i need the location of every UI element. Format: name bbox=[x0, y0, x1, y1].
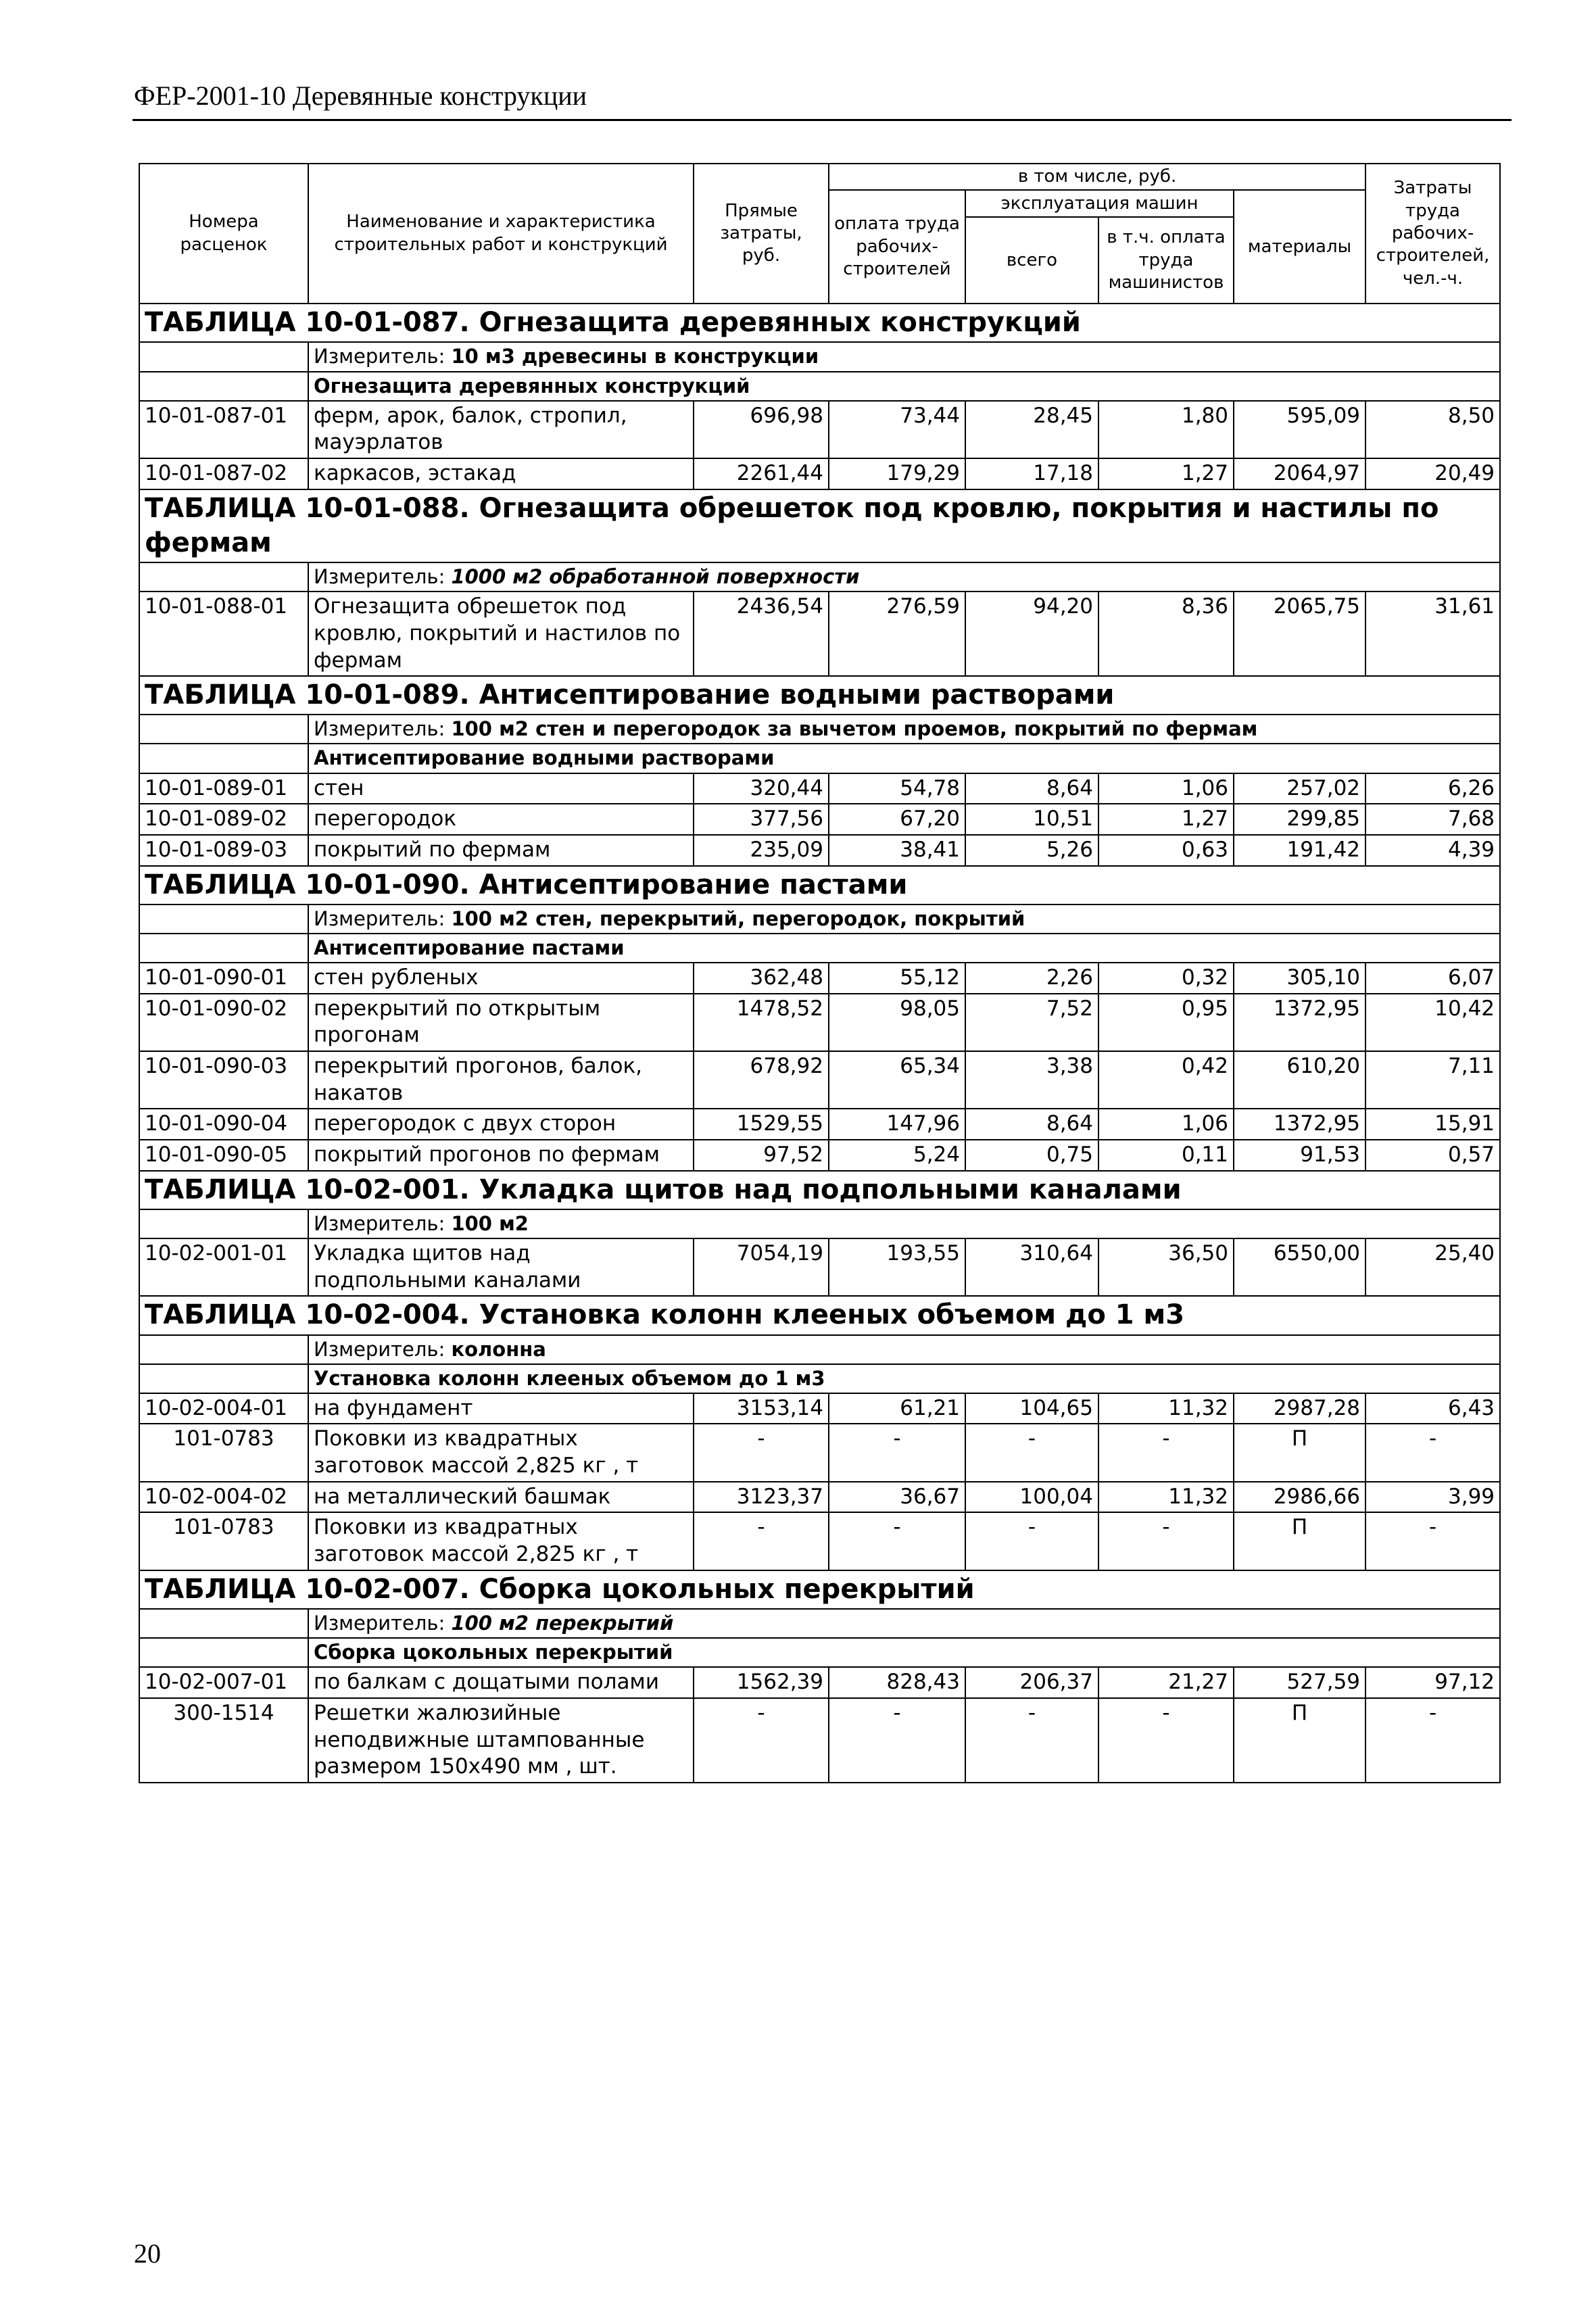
rate-code: 10-01-088-01 bbox=[139, 592, 308, 676]
subheader-blank bbox=[139, 744, 308, 773]
machines-total: - bbox=[965, 1512, 1098, 1570]
work-name: покрытий прогонов по фермам bbox=[308, 1140, 694, 1171]
machines-total: 7,52 bbox=[965, 994, 1098, 1051]
machines-total: 8,64 bbox=[965, 773, 1098, 804]
measure-row bbox=[139, 904, 1500, 934]
machines-wages: 0,63 bbox=[1098, 835, 1234, 866]
machines-wages: 11,32 bbox=[1098, 1482, 1234, 1513]
machines-wages: - bbox=[1098, 1512, 1234, 1570]
machines-wages: 0,32 bbox=[1098, 963, 1234, 994]
machines-wages: 21,27 bbox=[1098, 1667, 1234, 1698]
rate-code: 10-01-089-01 bbox=[139, 773, 308, 804]
measure-row bbox=[139, 715, 1500, 744]
materials: 257,02 bbox=[1234, 773, 1365, 804]
wages: 73,44 bbox=[829, 401, 965, 458]
measure-value: 100 м2 перекрытий bbox=[451, 1611, 674, 1635]
section-title: ТАБЛИЦА 10-02-004. Установка колонн клееных объемом до 1 м3 bbox=[139, 1296, 1500, 1334]
rate-code: 10-01-090-05 bbox=[139, 1140, 308, 1171]
machines-total: 206,37 bbox=[965, 1667, 1098, 1698]
machines-wages: 1,27 bbox=[1098, 458, 1234, 489]
machines-total: 94,20 bbox=[965, 592, 1098, 676]
measure-label: Измеритель: bbox=[314, 1611, 452, 1635]
measure-text bbox=[308, 1209, 1500, 1238]
col-header-machines-total: всего bbox=[965, 217, 1098, 304]
work-name: перегородок bbox=[308, 804, 694, 835]
wages: 828,43 bbox=[829, 1667, 965, 1698]
col-header-code: Номера расценок bbox=[139, 164, 308, 304]
wages: 67,20 bbox=[829, 804, 965, 835]
machines-wages: 36,50 bbox=[1098, 1238, 1234, 1296]
wages: - bbox=[829, 1698, 965, 1783]
labor: 7,68 bbox=[1365, 804, 1500, 835]
labor: 7,11 bbox=[1365, 1051, 1500, 1109]
work-name: Укладка щитов над подпольными каналами bbox=[308, 1238, 694, 1296]
work-name: на фундамент bbox=[308, 1393, 694, 1424]
work-name: покрытий по фермам bbox=[308, 835, 694, 866]
materials: 2987,28 bbox=[1234, 1393, 1365, 1424]
section-title-row bbox=[139, 676, 1500, 715]
direct-cost: 235,09 bbox=[694, 835, 829, 866]
section-title: ТАБЛИЦА 10-02-001. Укладка щитов над подпольными каналами bbox=[139, 1171, 1500, 1209]
machines-total: 5,26 bbox=[965, 835, 1098, 866]
wages: - bbox=[829, 1512, 965, 1570]
labor: - bbox=[1365, 1698, 1500, 1783]
direct-cost: - bbox=[694, 1424, 829, 1481]
rates-table bbox=[139, 163, 1501, 1783]
machines-total: 100,04 bbox=[965, 1482, 1098, 1513]
subheader-row bbox=[139, 744, 1500, 773]
work-name: Поковки из квадратных заготовок массой 2,825 кг , т bbox=[308, 1512, 694, 1570]
table-row bbox=[139, 458, 1500, 489]
measure-value: 10 м3 древесины в конструкции bbox=[451, 345, 819, 368]
labor: 97,12 bbox=[1365, 1667, 1500, 1698]
machines-total: 8,64 bbox=[965, 1109, 1098, 1140]
measure-text bbox=[308, 1609, 1500, 1638]
labor: 0,57 bbox=[1365, 1140, 1500, 1171]
rate-code: 10-02-004-02 bbox=[139, 1482, 308, 1513]
work-name: Огнезащита обрешеток под кровлю, покрытий и настилов по фермам bbox=[308, 592, 694, 676]
materials: П bbox=[1234, 1512, 1365, 1570]
rate-code: 10-01-090-03 bbox=[139, 1051, 308, 1109]
wages: 276,59 bbox=[829, 592, 965, 676]
measure-text bbox=[308, 562, 1500, 592]
wages: 38,41 bbox=[829, 835, 965, 866]
table-row bbox=[139, 835, 1500, 866]
table-row bbox=[139, 804, 1500, 835]
direct-cost: - bbox=[694, 1698, 829, 1783]
col-header-direct: Прямые затраты, руб. bbox=[694, 164, 829, 304]
measure-row bbox=[139, 562, 1500, 592]
rate-code: 10-01-090-02 bbox=[139, 994, 308, 1051]
table-row bbox=[139, 401, 1500, 458]
table-row bbox=[139, 1698, 1500, 1783]
table-row bbox=[139, 773, 1500, 804]
machines-wages: 1,06 bbox=[1098, 1109, 1234, 1140]
materials: 91,53 bbox=[1234, 1140, 1365, 1171]
measure-value: 100 м2 bbox=[451, 1211, 529, 1235]
machines-wages: 1,27 bbox=[1098, 804, 1234, 835]
subheader-text: Установка колонн клееных объемом до 1 м3 bbox=[308, 1364, 1500, 1393]
machines-total: 17,18 bbox=[965, 458, 1098, 489]
direct-cost: 320,44 bbox=[694, 773, 829, 804]
measure-label: Измеритель: bbox=[314, 345, 452, 368]
subheader-text: Огнезащита деревянных конструкций bbox=[308, 372, 1500, 401]
table-row bbox=[139, 1051, 1500, 1109]
page-number: 20 bbox=[134, 2238, 161, 2269]
wages: 65,34 bbox=[829, 1051, 965, 1109]
materials: 1372,95 bbox=[1234, 994, 1365, 1051]
labor: 8,50 bbox=[1365, 401, 1500, 458]
direct-cost: 2261,44 bbox=[694, 458, 829, 489]
materials: 299,85 bbox=[1234, 804, 1365, 835]
labor: 6,43 bbox=[1365, 1393, 1500, 1424]
measure-text bbox=[308, 1335, 1500, 1364]
machines-wages: 0,42 bbox=[1098, 1051, 1234, 1109]
labor: 6,07 bbox=[1365, 963, 1500, 994]
col-header-materials: материалы bbox=[1234, 190, 1365, 304]
direct-cost: 2436,54 bbox=[694, 592, 829, 676]
direct-cost: 7054,19 bbox=[694, 1238, 829, 1296]
rate-code: 10-02-001-01 bbox=[139, 1238, 308, 1296]
labor: 31,61 bbox=[1365, 592, 1500, 676]
materials: 527,59 bbox=[1234, 1667, 1365, 1698]
measure-value: колонна bbox=[451, 1337, 546, 1361]
machines-total: 3,38 bbox=[965, 1051, 1098, 1109]
materials: 610,20 bbox=[1234, 1051, 1365, 1109]
materials: 1372,95 bbox=[1234, 1109, 1365, 1140]
labor: 15,91 bbox=[1365, 1109, 1500, 1140]
measure-label: Измеритель: bbox=[314, 1211, 452, 1235]
section-title: ТАБЛИЦА 10-01-090. Антисептирование пастами bbox=[139, 866, 1500, 904]
direct-cost: 1478,52 bbox=[694, 994, 829, 1051]
materials: П bbox=[1234, 1698, 1365, 1783]
measure-blank bbox=[139, 1209, 308, 1238]
direct-cost: 362,48 bbox=[694, 963, 829, 994]
machines-total: 0,75 bbox=[965, 1140, 1098, 1171]
measure-label: Измеритель: bbox=[314, 717, 452, 741]
materials: 595,09 bbox=[1234, 401, 1365, 458]
subheader-text: Антисептирование пастами bbox=[308, 934, 1500, 963]
table-row bbox=[139, 1140, 1500, 1171]
labor: - bbox=[1365, 1512, 1500, 1570]
measure-value: 1000 м2 обработанной поверхности bbox=[451, 565, 860, 589]
machines-total: 310,64 bbox=[965, 1238, 1098, 1296]
section-title-row bbox=[139, 489, 1500, 562]
measure-blank bbox=[139, 562, 308, 592]
machines-total: 28,45 bbox=[965, 401, 1098, 458]
measure-blank bbox=[139, 342, 308, 371]
rate-code: 10-01-087-02 bbox=[139, 458, 308, 489]
work-name: Решетки жалюзийные неподвижные штампованные размером 150х490 мм , шт. bbox=[308, 1698, 694, 1783]
measure-blank bbox=[139, 1609, 308, 1638]
subheader-blank bbox=[139, 934, 308, 963]
machines-wages: 11,32 bbox=[1098, 1393, 1234, 1424]
measure-text bbox=[308, 342, 1500, 371]
materials: 2986,66 bbox=[1234, 1482, 1365, 1513]
table-row bbox=[139, 592, 1500, 676]
rate-code: 10-01-090-01 bbox=[139, 963, 308, 994]
col-header-wages: оплата труда рабочих-строителей bbox=[829, 190, 965, 304]
labor: 3,99 bbox=[1365, 1482, 1500, 1513]
section-title-row bbox=[139, 1171, 1500, 1209]
col-header-machines: эксплуатация машин bbox=[965, 190, 1234, 217]
labor: 10,42 bbox=[1365, 994, 1500, 1051]
measure-blank bbox=[139, 1335, 308, 1364]
wages: 5,24 bbox=[829, 1140, 965, 1171]
labor: - bbox=[1365, 1424, 1500, 1481]
machines-total: 2,26 bbox=[965, 963, 1098, 994]
subheader-row bbox=[139, 1638, 1500, 1667]
wages: - bbox=[829, 1424, 965, 1481]
subheader-row bbox=[139, 934, 1500, 963]
subheader-row bbox=[139, 1364, 1500, 1393]
direct-cost: 377,56 bbox=[694, 804, 829, 835]
machines-wages: 0,11 bbox=[1098, 1140, 1234, 1171]
work-name: Поковки из квадратных заготовок массой 2,825 кг , т bbox=[308, 1424, 694, 1481]
wages: 54,78 bbox=[829, 773, 965, 804]
machines-wages: 0,95 bbox=[1098, 994, 1234, 1051]
rate-code: 10-01-089-02 bbox=[139, 804, 308, 835]
measure-row bbox=[139, 342, 1500, 371]
machines-wages: 8,36 bbox=[1098, 592, 1234, 676]
rate-code: 10-01-089-03 bbox=[139, 835, 308, 866]
rate-code: 10-02-007-01 bbox=[139, 1667, 308, 1698]
col-header-machines-wages: в т.ч. оплата труда машинистов bbox=[1098, 217, 1234, 304]
wages: 36,67 bbox=[829, 1482, 965, 1513]
table-row bbox=[139, 1238, 1500, 1296]
labor: 6,26 bbox=[1365, 773, 1500, 804]
table-body bbox=[139, 164, 1500, 1783]
machines-wages: - bbox=[1098, 1698, 1234, 1783]
section-title: ТАБЛИЦА 10-01-089. Антисептирование водными растворами bbox=[139, 676, 1500, 715]
materials: 305,10 bbox=[1234, 963, 1365, 994]
materials: 2065,75 bbox=[1234, 592, 1365, 676]
measure-value: 100 м2 стен, перекрытий, перегородок, покрытий bbox=[451, 907, 1025, 930]
wages: 193,55 bbox=[829, 1238, 965, 1296]
labor: 25,40 bbox=[1365, 1238, 1500, 1296]
subheader-text: Антисептирование водными растворами bbox=[308, 744, 1500, 773]
section-title: ТАБЛИЦА 10-02-007. Сборка цокольных перекрытий bbox=[139, 1570, 1500, 1609]
work-name: ферм, арок, балок, стропил, мауэрлатов bbox=[308, 401, 694, 458]
materials: 191,42 bbox=[1234, 835, 1365, 866]
direct-cost: 1529,55 bbox=[694, 1109, 829, 1140]
measure-blank bbox=[139, 715, 308, 744]
measure-label: Измеритель: bbox=[314, 907, 452, 930]
col-header-name: Наименование и характеристика строительных работ и конструкций bbox=[308, 164, 694, 304]
work-name: стен рубленых bbox=[308, 963, 694, 994]
wages: 55,12 bbox=[829, 963, 965, 994]
work-name: перегородок с двух сторон bbox=[308, 1109, 694, 1140]
machines-total: 10,51 bbox=[965, 804, 1098, 835]
section-title: ТАБЛИЦА 10-01-087. Огнезащита деревянных конструкций bbox=[139, 304, 1500, 342]
measure-row bbox=[139, 1209, 1500, 1238]
table-row bbox=[139, 1393, 1500, 1424]
work-name: каркасов, эстакад bbox=[308, 458, 694, 489]
rate-code: 10-01-087-01 bbox=[139, 401, 308, 458]
section-title-row bbox=[139, 1570, 1500, 1609]
materials: 6550,00 bbox=[1234, 1238, 1365, 1296]
table-row bbox=[139, 1109, 1500, 1140]
wages: 147,96 bbox=[829, 1109, 965, 1140]
table-row bbox=[139, 963, 1500, 994]
labor: 4,39 bbox=[1365, 835, 1500, 866]
measure-row bbox=[139, 1335, 1500, 1364]
measure-row bbox=[139, 1609, 1500, 1638]
direct-cost: 97,52 bbox=[694, 1140, 829, 1171]
section-title-row bbox=[139, 1296, 1500, 1334]
rate-code: 10-01-090-04 bbox=[139, 1109, 308, 1140]
section-title-row bbox=[139, 304, 1500, 342]
labor: 20,49 bbox=[1365, 458, 1500, 489]
table-row bbox=[139, 1667, 1500, 1698]
machines-wages: 1,80 bbox=[1098, 401, 1234, 458]
section-title: ТАБЛИЦА 10-01-088. Огнезащита обрешеток под кровлю, покрытия и настилы по фермам bbox=[139, 489, 1500, 562]
machines-total: 104,65 bbox=[965, 1393, 1098, 1424]
header-rule bbox=[132, 119, 1512, 121]
work-name: перекрытий прогонов, балок, накатов bbox=[308, 1051, 694, 1109]
table-row bbox=[139, 994, 1500, 1051]
work-name: на металлический башмак bbox=[308, 1482, 694, 1513]
table-row bbox=[139, 1512, 1500, 1570]
subheader-blank bbox=[139, 1638, 308, 1667]
materials: П bbox=[1234, 1424, 1365, 1481]
materials: 2064,97 bbox=[1234, 458, 1365, 489]
work-name: перекрытий по открытым прогонам bbox=[308, 994, 694, 1051]
wages: 179,29 bbox=[829, 458, 965, 489]
page-header: ФЕР-2001-10 Деревянные конструкции bbox=[134, 80, 587, 111]
machines-wages: 1,06 bbox=[1098, 773, 1234, 804]
subheader-blank bbox=[139, 1364, 308, 1393]
measure-label: Измеритель: bbox=[314, 1337, 452, 1361]
work-name: стен bbox=[308, 773, 694, 804]
measure-blank bbox=[139, 904, 308, 934]
machines-wages: - bbox=[1098, 1424, 1234, 1481]
measure-label: Измеритель: bbox=[314, 565, 452, 589]
wages: 98,05 bbox=[829, 994, 965, 1051]
rate-code: 101-0783 bbox=[139, 1512, 308, 1570]
rate-code: 300-1514 bbox=[139, 1698, 308, 1783]
direct-cost: 678,92 bbox=[694, 1051, 829, 1109]
rate-code: 10-02-004-01 bbox=[139, 1393, 308, 1424]
machines-total: - bbox=[965, 1698, 1098, 1783]
direct-cost: 3123,37 bbox=[694, 1482, 829, 1513]
subheader-blank bbox=[139, 372, 308, 401]
direct-cost: - bbox=[694, 1512, 829, 1570]
col-header-incl: в том числе, руб. bbox=[829, 164, 1365, 190]
direct-cost: 696,98 bbox=[694, 401, 829, 458]
rate-code: 101-0783 bbox=[139, 1424, 308, 1481]
work-name: по балкам с дощатыми полами bbox=[308, 1667, 694, 1698]
subheader-text: Сборка цокольных перекрытий bbox=[308, 1638, 1500, 1667]
table-row bbox=[139, 1482, 1500, 1513]
measure-text bbox=[308, 904, 1500, 934]
measure-value: 100 м2 стен и перегородок за вычетом проемов, покрытий по фермам bbox=[451, 717, 1258, 741]
col-header-labor: Затраты труда рабочих-строителей, чел.-ч. bbox=[1365, 164, 1500, 304]
measure-text bbox=[308, 715, 1500, 744]
wages: 61,21 bbox=[829, 1393, 965, 1424]
section-title-row bbox=[139, 866, 1500, 904]
subheader-row bbox=[139, 372, 1500, 401]
direct-cost: 3153,14 bbox=[694, 1393, 829, 1424]
machines-total: - bbox=[965, 1424, 1098, 1481]
table-row bbox=[139, 1424, 1500, 1481]
direct-cost: 1562,39 bbox=[694, 1667, 829, 1698]
